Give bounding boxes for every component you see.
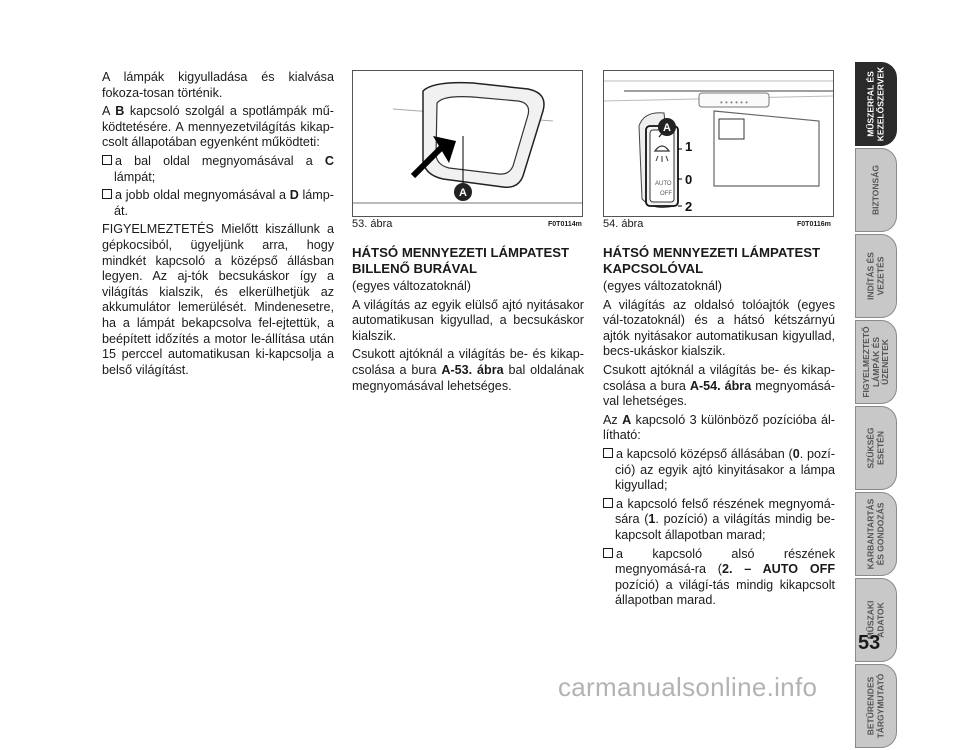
- position-0-label: 0: [685, 172, 693, 187]
- svg-text:• • • • • •: • • • • • •: [720, 98, 748, 107]
- checkbox-bullet-icon: [603, 448, 613, 458]
- figure-54-code: F0T0116m: [797, 221, 831, 228]
- callout-a-label: A: [663, 122, 671, 134]
- figure-53-caption: 53. ábra: [352, 218, 393, 230]
- tab-starting-driving[interactable]: INDÍTÁS ÉS VEZETÉS: [855, 234, 897, 318]
- tab-safety[interactable]: BIZTONSÁG: [855, 148, 897, 232]
- tab-maintenance[interactable]: KARBANTARTÁS ÉS GONDOZÁS: [855, 492, 897, 576]
- checkbox-bullet-icon: [102, 155, 112, 165]
- intro-paragraph: A lámpák kigyulladása és kialvása fokoza-tosan történik.: [102, 70, 334, 100]
- tab-technical-data[interactable]: MŰSZAKI ADATOK: [855, 578, 897, 662]
- figure-53-code: F0T0114m: [548, 221, 582, 228]
- tab-index[interactable]: BETŰRENDES TÁRGYMUTATÓ: [855, 664, 897, 748]
- checkbox-bullet-icon: [603, 498, 613, 508]
- tab-dashboard-controls[interactable]: MŰSZERFAL ÉS KEZELŐSZERVEK: [855, 62, 897, 146]
- figure-54: [603, 70, 834, 217]
- figure-54-caption: 54. ábra: [603, 218, 644, 230]
- figure-53: [352, 70, 583, 217]
- warning-paragraph: FIGYELMEZTETÉS Mielőtt kiszállunk a gépkocsiból, ügyeljünk arra, hogy mindkét kapcsoló a középső állásban legyen. Az aj-tók becsukáskor így a világítás kialszik, és elkerülhetjük az akkumulátor lemerülését. Mindenesetre, ha a lámpát bekapcsolva fel-ejtettük, a beépített időzítés a motor le-állítása után 15 perccel automatikusan ki-kapcsolja a belső világítást.: [102, 222, 334, 377]
- checkbox-bullet-icon: [603, 548, 613, 558]
- middle-column: [352, 245, 584, 397]
- section-heading: HÁTSÓ MENNYEZETI LÁMPATEST BILLENŐ BURÁVAL: [352, 245, 570, 276]
- position-1-label: 1: [685, 139, 693, 154]
- body-paragraph: Az A kapcsoló 3 különböző pozícióba ál-lítható:: [603, 412, 835, 443]
- auto-label: AUTO: [655, 181, 672, 187]
- section-subtitle: (egyes változatoknál): [352, 279, 472, 293]
- checkbox-bullet-icon: [102, 189, 112, 199]
- list-item: a kapcsoló felső részének megnyomá-sára (1. pozíció) a világítás mindig be-kapcsolt állapotban marad;: [603, 497, 835, 544]
- section-heading: HÁTSÓ MENNYEZETI LÁMPATEST KAPCSOLÓVAL: [603, 245, 821, 276]
- page-number: 53: [858, 632, 881, 654]
- callout-a-label: A: [459, 187, 467, 199]
- list-item: a kapcsoló alsó részének megnyomásá-ra (2. – AUTO OFF pozíció) a világí-tás mindig kikapcsolt állapotban marad.: [603, 547, 835, 609]
- body-paragraph: A világítás az egyik elülső ajtó nyitásakor automatikusan kigyullad, a becsukáskor kialszik.: [352, 297, 584, 343]
- section-subtitle: (egyes változatoknál): [603, 279, 723, 293]
- off-label: OFF: [660, 191, 672, 197]
- body-paragraph: Csukott ajtóknál a világítás be- és kikap-csolása a bura A-54. ábra megnyomásá-val lehetséges.: [603, 362, 835, 409]
- list-item: a jobb oldal megnyomásával a D lámp-át.: [102, 188, 334, 219]
- list-item: a kapcsoló középső állásában (0. pozí-ció) az egyik ajtó kinyitásakor a lámpa kigyullad;: [603, 447, 835, 494]
- body-paragraph: Csukott ajtóknál a világítás be- és kikap-csolása a bura A-53. ábra bal oldalának megnyomásával lehetséges.: [352, 347, 584, 393]
- switch-lamp-illustration: [604, 71, 833, 216]
- right-column: [603, 245, 835, 612]
- switch-b-paragraph: A B kapcsoló szolgál a spotlámpák mű-ködtetésére. A mennyezetvilágítás kikap-csolt állapotában egyenként működteti:: [102, 104, 334, 150]
- left-column: [102, 70, 334, 381]
- body-paragraph: A világítás az oldalsó tolóajtók (egyes vál-tozatoknál) és a hátsó kétszárnyú ajtók nyitásakor automatikusan kigyullad, becs-ukáskor kialszik.: [603, 297, 835, 359]
- watermark: carmanualsonline.info: [558, 672, 818, 702]
- list-item: a bal oldal megnyomásával a C lámpát;: [102, 154, 334, 185]
- tab-emergency[interactable]: SZÜKSÉG ESETÉN: [855, 406, 897, 490]
- position-2-label: 2: [685, 199, 693, 214]
- ceiling-lamp-illustration: [353, 71, 582, 216]
- tab-warning-lights[interactable]: FIGYELMEZTETŐ LÁMPÁK ÉS ÜZENETEK: [855, 320, 897, 404]
